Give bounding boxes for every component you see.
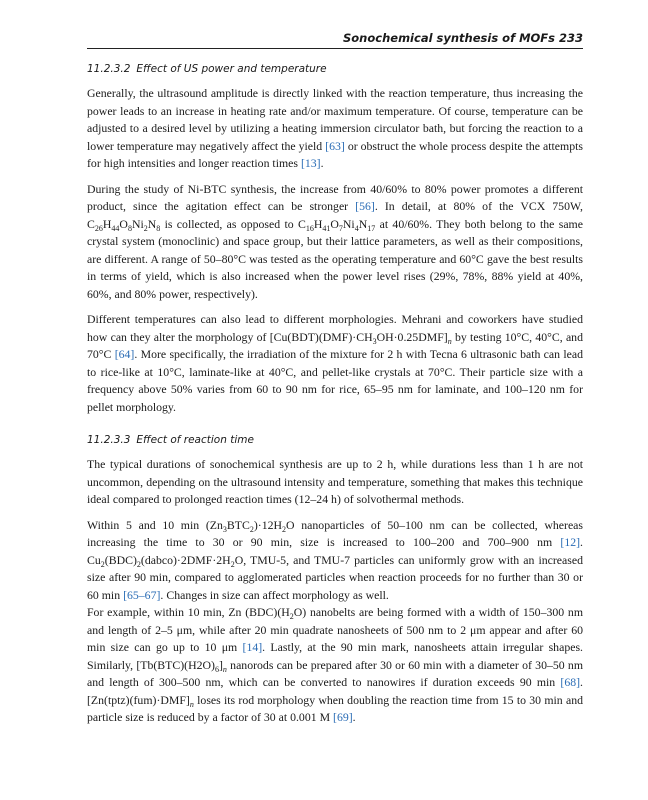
citation-link[interactable]: [63] [325,138,345,153]
citation-link[interactable]: [14] [242,640,263,654]
citation-link[interactable]: [12] [560,535,581,549]
running-title: Sonochemical synthesis of MOFs [343,31,555,45]
citation-link[interactable]: [56] [355,199,375,213]
paragraph-nanoparticles: Within 5 and 10 $\min (Zn_3BTC_2)\cdot 12H_2O$ nanoparticles of 50–100 nm can be collected, whereas increasing the time to 30 or 90 min, size is increased to 100–200 and 700–900 nm [12]. $Cu_2(BDC)_2(dabco)\cdot 2DMF\cdot 2H_2O$, TMU-5, and TMU-7 particles can uniformly grow with an increased size after 90 min, compared to agglomerated particles when reaction proceeds for no further than 30 or 60 min [65–67]. Changes in size can affect morphology as well. [87,517,584,602]
section-heading-reaction-time: 11.2.3.3 Effect of reaction time [87,434,254,446]
citation-link[interactable]: [65–67] [123,587,161,602]
section-heading-power-temperature: 11.2.3.2 Effect of US power and temperature [87,63,327,75]
running-header [87,28,583,49]
citation-link[interactable]: [64] [114,347,135,361]
paragraph-durations: The typical durations of sonochemical synthesis are up to 2 h, while durations less than 1 h are not uncommon, depending on the ultrasound intensity and temperature, something that makes this technique ideal compared to prolonged reaction times (12–24 h) of solvothermal methods. [87,457,583,506]
paragraph-amplitude: Generally, the ultrasound amplitude is directly linked with the reaction temperature, thus increasing the power leads to an increase in heating rate and/or maximum temperature. Of course, temperature can be adjusted to a desired level by utilizing a heating immersion circulator bath, but forcing the reaction to a lower temperature may negatively affect the yield [63] or obstruct the whole process despite the attempts for high intensities and longer reaction times [13]. [87,86,583,170]
citation-link[interactable]: [13] [300,156,321,170]
book-page [87,28,583,735]
citation-link[interactable]: [69] [333,710,353,724]
citation-link[interactable]: [68] [560,675,581,689]
chemical-formula: $C_{16}H_{41}O_7Ni_4N_{17}$ [297,216,376,233]
chemical-formula: $C_{26}H_{44}O_8Ni_2N_8$ [87,216,161,233]
page-number: 233 [558,31,583,45]
paragraph-examples: For example, within 10 min, Zn $(BDC)(H_2O)$ nanobelts are being formed with a width of 150–300 nm and length of 2–5 μm, while after 20 min quadrate nanosheets of 500 nm to 2 μm appear and after 60 min size can go up to 10 μm [14]. Lastly, at the 90 min mark, nanosheets attain irregular shapes. Similarly, $[Tb(BTC)(H2O)_6]_n$ nanorods can be prepared after 30 or 60 min with a diameter of 30–50 nm and length of 300–500 nm, which can be converted to nanowires if duration exceeds 90 min [68]. $[Zn(tptz)(fum)\cdot DMF]_n$ loses its rod morphology when doubling the reaction time from 15 to 30 min and particle size is reduced by a factor of 30 at 0.001 M [69]. [87,605,584,724]
paragraph-morphologies: Different temperatures can also lead to different morphologies. Mehrani and coworkers have studied how can they alter the morphology of $[Cu(BDT)(DMF)\cdot CH_3OH\cdot 0.25DMF]_n$ by testing 10°C, 40°C, and 70°C [64]. More specifically, the irradiation of the mixture for 2 h with Tecna 6 ultrasonic bath can lead to rice-like at 10°C, laminate-like at 40°C, and pellet-like crystals at 70°C. Their particle size with a frequency above 50% varies from 60 to 90 nm for rice, 65–95 nm for laminate, and 100–120 nm for pellet morphology. [87,312,583,414]
paragraph-ni-btc: During the study of Ni-BTC synthesis, the increase from 40/60% to 80% power promotes a different product, since the agitation effect can be stronger [56]. In detail, at 80% of the VCX 750W, $C_{26}H_{44}O_8Ni_2N_8$ is collected, as opposed to $C_{16}H_{41}O_7Ni_4N_{17}$ at 40/60%. They both belong to the same crystal system (monoclinic) and space group, but their lattice parameters, as well as their compositions, are different. A range of 50–80°C was tested as the operating temperature and 60°C gave the best results in terms of yield, which is also increased when the power level rises (29%, 78%, 88% yield at 40%, 60%, and 80% power, respectively). [87,181,583,301]
